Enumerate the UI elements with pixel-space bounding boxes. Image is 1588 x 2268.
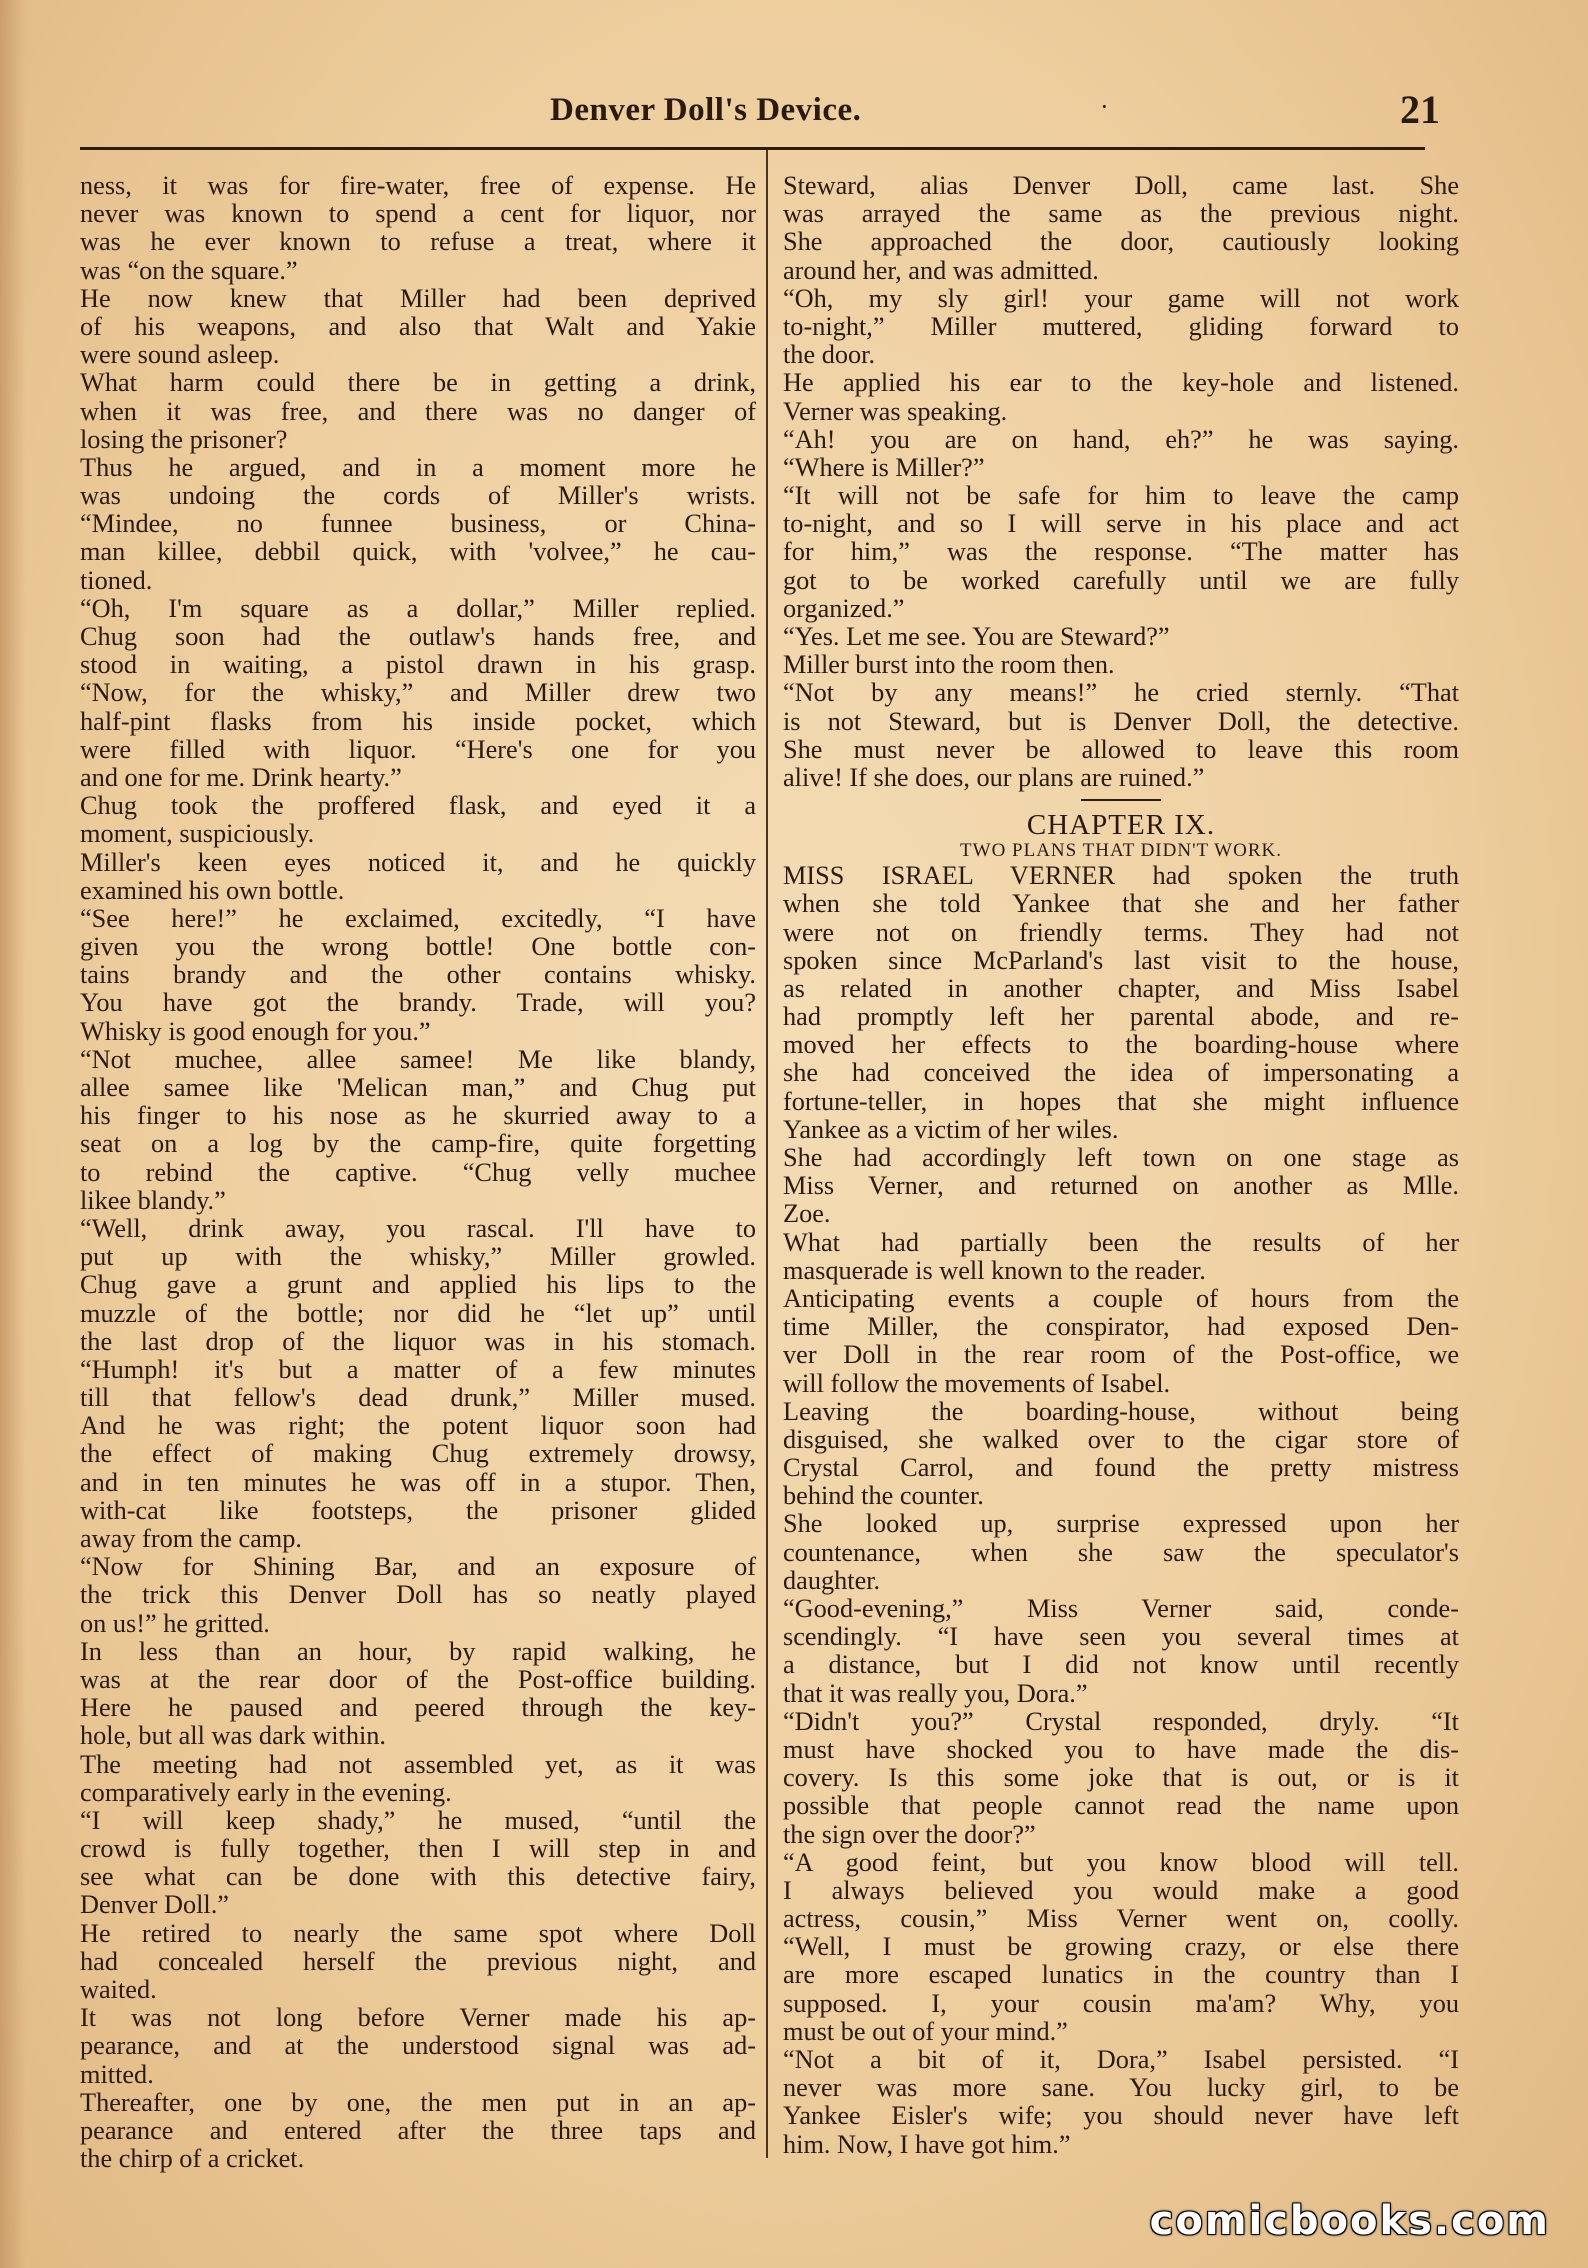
text-line: Crystal Carrol, and found the pretty mistress: [783, 1454, 1459, 1483]
text-line: were filled with liquor. “Here's one for you: [80, 735, 756, 764]
text-line: Chug took the proffered flask, and eyed it a: [80, 792, 756, 821]
text-line: and one for me. Drink hearty.”: [80, 763, 402, 792]
text-line: disguised, she walked over to the cigar store of: [783, 1425, 1459, 1454]
text-line: “See here!” he exclaimed, excitedly, “I have: [80, 904, 756, 933]
text-line: the effect of making Chug extremely drowsy,: [80, 1440, 756, 1469]
text-line: She looked up, surprise expressed upon her: [783, 1510, 1459, 1539]
text-line: crowd is fully together, then I will step in and: [80, 1835, 756, 1864]
text-line: will follow the movements of Isabel.: [783, 1369, 1171, 1398]
text-line: You have got the brandy. Trade, will you?: [80, 989, 756, 1018]
text-line: the last drop of the liquor was in his stomach.: [80, 1327, 756, 1356]
text-line: I always believed you would make a good: [783, 1876, 1459, 1905]
text-line: Miller burst into the room then.: [783, 651, 1115, 680]
text-line: He retired to nearly the same spot where Doll: [80, 1919, 756, 1948]
text-line: Leaving the boarding-house, without being: [783, 1397, 1459, 1426]
text-line: Miller's keen eyes noticed it, and he quickly: [80, 848, 756, 877]
text-line: tioned.: [80, 566, 153, 595]
text-line: Anticipating events a couple of hours from the: [783, 1284, 1459, 1313]
text-line: is not Steward, but is Denver Doll, the detective.: [783, 707, 1459, 736]
text-line: possible that people cannot read the name upon: [783, 1792, 1459, 1821]
text-line: “Good-evening,” Miss Verner said, conde-: [783, 1595, 1459, 1623]
page-number: 21: [1400, 87, 1440, 132]
text-line: alive! If she does, our plans are ruined.”: [783, 763, 1205, 792]
text-line: covery. Is this some joke that is out, or is it: [783, 1764, 1459, 1793]
text-line: his finger to his nose as he skurried away to a: [80, 1102, 756, 1131]
text-line: for him,” was the response. “The matter has: [783, 538, 1459, 567]
left-column: [80, 172, 756, 2173]
text-line: “It will not be safe for him to leave the camp: [783, 482, 1459, 511]
text-line: behind the counter.: [783, 1482, 984, 1511]
text-line: hole, but all was dark within.: [80, 1722, 387, 1751]
text-line: masquerade is well known to the reader.: [783, 1256, 1206, 1285]
text-line: losing the prisoner?: [80, 425, 288, 454]
text-line: him. Now, I have got him.”: [783, 2130, 1071, 2159]
text-line: half-pint flasks from his inside pocket, which: [80, 707, 756, 736]
watermark-logo: comicbooks.com: [1149, 2198, 1550, 2244]
text-line: “Mindee, no funnee business, or China-: [80, 510, 756, 539]
text-line: and in ten minutes he was off in a stupor. Then,: [80, 1468, 756, 1497]
text-line: allee samee like 'Melican man,” and Chug put: [80, 1074, 756, 1102]
text-line: What harm could there be in getting a drink,: [80, 369, 756, 398]
text-line: to-night, and so I will serve in his place and act: [783, 510, 1459, 539]
text-line: “Oh, my sly girl! your game will not work: [783, 284, 1459, 313]
text-line: never was more sane. You lucky girl, to be: [783, 2074, 1459, 2103]
text-line: comparatively early in the evening.: [80, 1778, 452, 1807]
text-line: countenance, when she saw the speculator's: [783, 1538, 1459, 1567]
right-column-top-text: [783, 172, 1459, 792]
text-line: was arrayed the same as the previous night.: [783, 200, 1459, 229]
text-line: was at the rear door of the Post-office building.: [80, 1665, 756, 1694]
text-line: Zoe.: [783, 1200, 831, 1229]
text-line: “Where is Miller?”: [783, 453, 985, 482]
text-line: examined his own bottle.: [80, 876, 345, 905]
page-edge-shadow: [0, 0, 26, 2268]
text-line: spoken since McParland's last visit to the house,: [783, 946, 1459, 975]
text-line: “Not muchee, allee samee! Me like blandy,: [80, 1045, 756, 1074]
text-line: when it was free, and there was no danger of: [80, 397, 756, 426]
text-line: were sound asleep.: [80, 341, 280, 370]
text-line: She approached the door, cautiously looking: [783, 228, 1459, 257]
text-line: “Ah! you are on hand, eh?” he was saying.: [783, 425, 1459, 454]
text-line: given you the wrong bottle! One bottle con-: [80, 933, 756, 962]
text-line: supposed. I, your cousin ma'am? Why, you: [783, 1989, 1459, 2018]
text-line: organized.”: [783, 594, 905, 623]
text-line: Yankee Eisler's wife; you should never have left: [783, 2102, 1459, 2131]
text-line: she had conceived the idea of impersonating a: [783, 1059, 1459, 1088]
text-line: Denver Doll.”: [80, 1891, 229, 1920]
text-line: moved her effects to the boarding-house where: [783, 1031, 1459, 1060]
text-line: Whisky is good enough for you.”: [80, 1017, 431, 1046]
text-line: are more escaped lunatics in the country than I: [783, 1961, 1459, 1990]
text-line: got to be worked carefully until we are fully: [783, 566, 1459, 595]
text-line: scendingly. “I have seen you several times at: [783, 1623, 1459, 1652]
text-line: What had partially been the results of her: [783, 1228, 1459, 1257]
text-line: pearance and entered after the three taps and: [80, 2116, 756, 2145]
text-line: actress, cousin,” Miss Verner went on, coolly.: [783, 1905, 1459, 1934]
text-line: with-cat like footsteps, the prisoner glided: [80, 1496, 756, 1525]
text-line: Thus he argued, and in a moment more he: [80, 453, 756, 482]
chapter-title: CHAPTER IX.: [1026, 809, 1216, 842]
text-line: the trick this Denver Doll has so neatly played: [80, 1581, 756, 1610]
text-line: “Now, for the whisky,” and Miller drew two: [80, 679, 756, 708]
text-line: It was not long before Verner made his ap-: [80, 2004, 756, 2033]
right-column: [783, 172, 1459, 2159]
text-line: must have shocked you to have made the dis-: [783, 1735, 1459, 1764]
text-line: In less than an hour, by rapid walking, he: [80, 1637, 756, 1666]
text-line: “I will keep shady,” he mused, “until the: [80, 1806, 756, 1835]
text-line: He applied his ear to the key-hole and listened.: [783, 369, 1459, 398]
text-line: She had accordingly left town on one stage as: [783, 1144, 1459, 1172]
chapter-rule: [1081, 799, 1161, 801]
text-line: the door.: [783, 341, 876, 370]
text-line: must be out of your mind.”: [783, 2017, 1068, 2046]
text-line: “Well, I must be growing crazy, or else there: [783, 1933, 1459, 1962]
text-line: seat on a log by the camp-fire, quite forgetting: [80, 1130, 756, 1159]
text-line: Here he paused and peered through the key-: [80, 1694, 756, 1723]
text-line: to-night,” Miller muttered, gliding forward to: [783, 312, 1459, 341]
text-line: was “on the square.”: [80, 256, 298, 285]
text-line: had concealed herself the previous night, and: [80, 1947, 756, 1976]
text-line: “Didn't you?” Crystal responded, dryly. “It: [783, 1707, 1459, 1736]
header-dot: ·: [1100, 92, 1109, 121]
text-line: The meeting had not assembled yet, as it was: [80, 1750, 756, 1779]
text-line: Chug soon had the outlaw's hands free, and: [80, 623, 756, 651]
text-line: stood in waiting, a pistol drawn in his grasp.: [80, 651, 756, 680]
text-line: muzzle of the bottle; nor did he “let up” until: [80, 1299, 756, 1328]
column-divider: [766, 150, 768, 2158]
text-line: till that fellow's dead drunk,” Miller mused.: [80, 1384, 756, 1413]
text-line: a distance, but I did not know until recently: [783, 1651, 1459, 1680]
text-line: fortune-teller, in hopes that she might influence: [783, 1087, 1459, 1116]
text-line: Thereafter, one by one, the men put in an ap-: [80, 2088, 756, 2117]
text-line: Steward, alias Denver Doll, came last. She: [783, 172, 1459, 200]
text-line: see what can be done with this detective fairy,: [80, 1863, 756, 1892]
right-column-bottom-text: [783, 862, 1459, 2159]
text-line: when she told Yankee that she and her father: [783, 890, 1459, 919]
text-line: was undoing the cords of Miller's wrists.: [80, 482, 756, 511]
text-line: man killee, debbil quick, with 'volvee,” he cau-: [80, 538, 756, 567]
text-line: as related in another chapter, and Miss Isabel: [783, 974, 1459, 1003]
text-line: was he ever known to refuse a treat, where it: [80, 228, 756, 257]
text-line: “Not a bit of it, Dora,” Isabel persisted. “I: [783, 2046, 1459, 2074]
text-line: He now knew that Miller had been deprived: [80, 284, 756, 313]
chapter-subtitle: TWO PLANS THAT DIDN'T WORK.: [960, 840, 1282, 862]
text-line: ver Doll in the rear room of the Post-office, we: [783, 1341, 1459, 1370]
text-line: time Miller, the conspirator, had exposed Den-: [783, 1313, 1459, 1342]
text-line: had promptly left her parental abode, and re-: [783, 1003, 1459, 1032]
text-line: on us!” he gritted.: [80, 1609, 270, 1638]
text-line: ness, it was for fire-water, free of expense. He: [80, 172, 756, 200]
running-header: [80, 80, 1440, 140]
text-line: waited.: [80, 1976, 157, 2004]
text-line: daughter.: [783, 1566, 881, 1595]
text-line: “A good feint, but you know blood will tell.: [783, 1848, 1459, 1877]
text-line: tains brandy and the other contains whisky.: [80, 961, 756, 990]
text-line: put up with the whisky,” Miller growled.: [80, 1243, 756, 1272]
text-line: “Oh, I'm square as a dollar,” Miller replied.: [80, 594, 756, 623]
text-line: “Humph! it's but a matter of a few minutes: [80, 1355, 756, 1384]
text-line: “Well, drink away, you rascal. I'll have to: [80, 1214, 756, 1243]
text-line: were not on friendly terms. They had not: [783, 918, 1459, 947]
text-line: Miss Verner, and returned on another as Mlle.: [783, 1172, 1459, 1201]
text-line: “Not by any means!” he cried sternly. “That: [783, 679, 1459, 708]
text-line: mitted.: [80, 2060, 154, 2089]
text-line: of his weapons, and also that Walt and Yakie: [80, 312, 756, 341]
text-line: that it was really you, Dora.”: [783, 1679, 1088, 1708]
running-title: Denver Doll's Device.: [550, 92, 862, 128]
text-line: “Yes. Let me see. You are Steward?”: [783, 623, 1170, 651]
text-line: to rebind the captive. “Chug velly muchee: [80, 1158, 756, 1187]
text-line: She must never be allowed to leave this room: [783, 735, 1459, 764]
text-line: And he was right; the potent liquor soon had: [80, 1412, 756, 1441]
text-line: Yankee as a victim of her wiles.: [783, 1115, 1119, 1144]
text-line: never was known to spend a cent for liquor, nor: [80, 200, 756, 229]
header-rule: [80, 147, 1425, 150]
text-line: MISS ISRAEL VERNER had spoken the truth: [783, 862, 1459, 891]
text-line: Verner was speaking.: [783, 397, 1008, 426]
text-line: pearance, and at the understood signal was ad-: [80, 2032, 756, 2061]
text-line: Chug gave a grunt and applied his lips to the: [80, 1271, 756, 1300]
text-line: the sign over the door?”: [783, 1820, 1036, 1849]
text-line: around her, and was admitted.: [783, 256, 1099, 285]
text-line: the chirp of a cricket.: [80, 2145, 305, 2174]
text-line: away from the camp.: [80, 1525, 302, 1553]
text-line: moment, suspiciously.: [80, 820, 315, 849]
text-line: likee blandy.”: [80, 1186, 226, 1215]
text-line: “Now for Shining Bar, and an exposure of: [80, 1553, 756, 1582]
